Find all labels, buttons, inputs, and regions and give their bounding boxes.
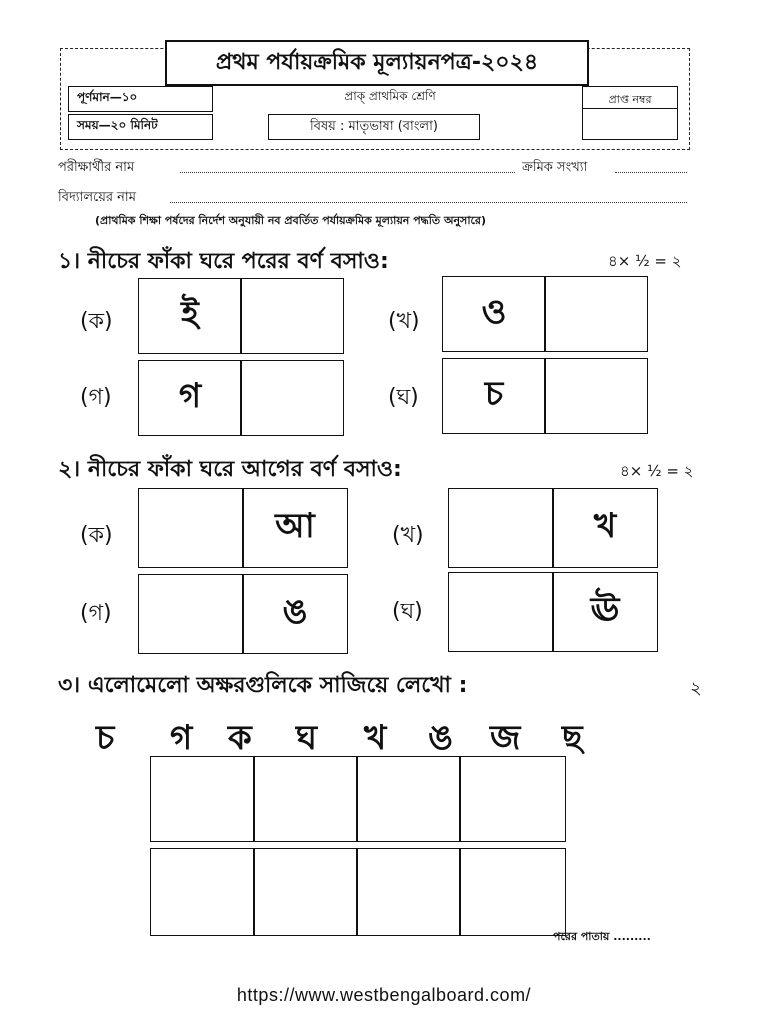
q2-marks: ৪× ½ = ২ bbox=[620, 462, 694, 480]
q3-answer-box[interactable] bbox=[459, 848, 566, 936]
marks-obtained-label: প্রাপ্ত নম্বর bbox=[583, 87, 677, 109]
q3-answer-box[interactable] bbox=[356, 756, 461, 842]
marks-obtained-box bbox=[582, 86, 678, 140]
full-marks-box bbox=[68, 86, 213, 112]
jumble-letter: চ bbox=[96, 718, 115, 758]
q2-ka-letter: আ bbox=[242, 488, 348, 568]
q1-label-kha: (খ) bbox=[388, 309, 420, 334]
q2-gha-letter: ঊ bbox=[552, 572, 658, 652]
q2-label-gha: (ঘ) bbox=[392, 599, 423, 624]
q3-answer-box[interactable] bbox=[150, 848, 255, 936]
q3-marks: ২ bbox=[690, 678, 702, 699]
q1-kha-letter: ও bbox=[442, 276, 546, 352]
q1-label-gha: (ঘ) bbox=[388, 385, 419, 410]
q3-answer-box[interactable] bbox=[253, 756, 358, 842]
serial-no-label: ক্রমিক সংখ্যা bbox=[522, 160, 588, 175]
q2-ga-answer[interactable] bbox=[138, 574, 244, 654]
q2-label-ka: (ক) bbox=[80, 523, 113, 548]
q2-ga-letter: ঙ bbox=[242, 574, 348, 654]
q1-ga-letter: গ bbox=[138, 360, 242, 436]
q2-label-ga: (গ) bbox=[80, 601, 112, 626]
q1-kha-answer[interactable] bbox=[544, 276, 648, 352]
instruction-note: (প্রাথমিক শিক্ষা পর্ষদের নির্দেশ অনুযায়ী নব প্রবর্তিত পর্যায়ক্রমিক মূল্যায়ন পদ্ধতি অনুসারে) bbox=[95, 214, 487, 227]
student-name-label: পরীক্ষার্থীর নাম bbox=[58, 160, 135, 175]
q1-gha-answer[interactable] bbox=[544, 358, 648, 434]
time-limit: সময়—২০ মিনিট bbox=[77, 118, 158, 132]
time-box bbox=[68, 114, 213, 140]
q3-answer-box[interactable] bbox=[253, 848, 358, 936]
school-name-field[interactable] bbox=[170, 202, 687, 203]
serial-no-field[interactable] bbox=[615, 172, 687, 173]
q2-title: ২। নীচের ফাঁকা ঘরে আগের বর্ণ বসাও: bbox=[58, 457, 402, 482]
jumble-letter: ঘ bbox=[296, 718, 318, 758]
q1-ka-answer[interactable] bbox=[240, 278, 344, 354]
page-title: প্রথম পর্যায়ক্রমিক মূল্যায়নপত্র-২০২৪ bbox=[165, 40, 589, 86]
jumble-letter: গ bbox=[170, 718, 193, 758]
subject-box bbox=[268, 114, 480, 140]
q1-ka-letter: ই bbox=[138, 278, 242, 354]
q2-label-kha: (খ) bbox=[392, 523, 424, 548]
q3-answer-box[interactable] bbox=[459, 756, 566, 842]
q1-label-ka: (ক) bbox=[80, 309, 113, 334]
subject-label: বিষয় : মাতৃভাষা (বাংলা) bbox=[310, 118, 438, 134]
q1-title: ১। নীচের ফাঁকা ঘরে পরের বর্ণ বসাও: bbox=[58, 249, 389, 274]
q3-answer-box[interactable] bbox=[356, 848, 461, 936]
jumble-letter: খ bbox=[364, 718, 387, 758]
jumble-letter: জ bbox=[490, 718, 521, 758]
q2-kha-letter: খ bbox=[552, 488, 658, 568]
q1-marks: ৪× ½ = ২ bbox=[608, 252, 682, 270]
q3-answer-box[interactable] bbox=[150, 756, 255, 842]
q2-ka-answer[interactable] bbox=[138, 488, 244, 568]
q1-label-ga: (গ) bbox=[80, 385, 112, 410]
q3-title: ৩। এলোমেলো অক্ষরগুলিকে সাজিয়ে লেখো : bbox=[58, 673, 468, 698]
next-page-note: পরের পাতায় ......... bbox=[553, 930, 651, 943]
student-name-field[interactable] bbox=[180, 172, 515, 173]
jumble-letter: ঙ bbox=[428, 718, 453, 758]
source-url: https://www.westbengalboard.com/ bbox=[236, 985, 532, 1005]
class-label: প্রাক্ প্রাথমিক শ্রেণি bbox=[344, 89, 436, 103]
jumble-letter: ক bbox=[228, 718, 252, 758]
school-name-label: বিদ্যালয়ের নাম bbox=[58, 190, 136, 205]
full-marks: পূর্ণমান—১০ bbox=[77, 90, 138, 104]
q2-kha-answer[interactable] bbox=[448, 488, 554, 568]
q1-ga-answer[interactable] bbox=[240, 360, 344, 436]
jumble-letter: ছ bbox=[562, 718, 583, 758]
q2-gha-answer[interactable] bbox=[448, 572, 554, 652]
q1-gha-letter: চ bbox=[442, 358, 546, 434]
